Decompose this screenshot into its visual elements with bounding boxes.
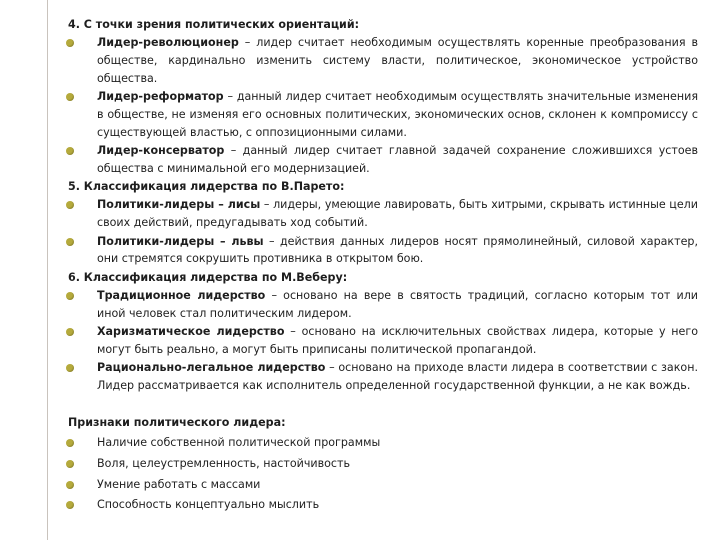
- bullet-icon: [66, 292, 74, 300]
- slide-content: [55, 16, 698, 517]
- item-text: Воля, целеустремленность, настойчивость: [97, 456, 351, 470]
- item-text: Умение работать с массами: [97, 477, 261, 491]
- bullet-icon: [66, 39, 74, 47]
- list-item: [55, 233, 698, 269]
- item-text: – лидеры, умеющие лавировать, быть хитрыми, скрывать истинные цели своих действий, предугадывать ход событий.: [97, 198, 698, 230]
- list-item: [55, 34, 698, 87]
- bullet-icon: [66, 147, 74, 155]
- item-text: – лидер считает необходимым осуществлять коренные преобразования в обществе, кардинально изменить систему власти, политическое, экономическое устройство общества.: [97, 36, 698, 85]
- item-text: Наличие собственной политической программы: [97, 436, 381, 450]
- section-heading: 6. Классификация лидерства по М.Веберу:: [68, 270, 348, 284]
- item-term: Лидер-консерватор: [97, 144, 225, 158]
- list-item: [55, 476, 698, 494]
- list-item: [55, 434, 698, 452]
- section-weber: [55, 269, 698, 395]
- item-text: – данный лидер считает необходимым осуществлять значительные изменения в обществе, не изменяя его основных политических, экономических основ, склонен к компромиссу с существующей властью, с оппозиционными силами.: [97, 90, 698, 139]
- section-heading: 4. С точки зрения политических ориентаций:: [68, 18, 360, 31]
- bullet-list: [55, 34, 698, 177]
- item-text: – данный лидер считает главной задачей сохранение сложившихся устоев общества с минимальной его модернизацией.: [97, 144, 698, 175]
- list-item: [55, 88, 698, 141]
- item-term: Харизматическое лидерство: [97, 325, 285, 339]
- bullet-icon: [66, 328, 74, 336]
- bullet-icon: [66, 481, 74, 489]
- bullet-list: [55, 434, 698, 514]
- list-item: [55, 142, 698, 178]
- section-heading: 5. Классификация лидерства по В.Парето:: [68, 180, 345, 194]
- bullet-icon: [66, 460, 74, 468]
- list-item: [55, 287, 698, 323]
- section-leader-signs: [55, 414, 698, 514]
- list-item: [55, 359, 698, 395]
- item-term: Рационально-легальное лидерство: [97, 361, 326, 375]
- item-term: Лидер-революционер: [97, 36, 239, 50]
- bullet-list: [55, 287, 698, 395]
- list-item: [55, 196, 698, 232]
- list-item: [55, 455, 698, 473]
- item-term: Традиционное лидерство: [97, 288, 266, 302]
- list-item: [55, 496, 698, 514]
- bullet-icon: [66, 501, 74, 509]
- bullet-icon: [66, 93, 74, 101]
- section-pareto: [55, 178, 698, 268]
- item-text: – основано на вере в святость традиций, согласно которым тот или иной человек стал политическим лидером.: [97, 288, 698, 320]
- item-term: Политики-лидеры – лисы: [97, 198, 261, 212]
- item-term: Лидер-реформатор: [97, 90, 224, 104]
- item-text: – основано на исключительных свойствах лидера, которые у него могут быть реально, а могут быть приписаны политической пропагандой.: [97, 325, 698, 356]
- bullet-list: [55, 196, 698, 268]
- bullet-icon: [66, 201, 74, 209]
- bullet-icon: [66, 238, 74, 246]
- item-term: Политики-лидеры – львы: [97, 234, 264, 248]
- item-text: Способность концептуально мыслить: [97, 498, 320, 512]
- item-text: – действия данных лидеров носят прямолинейный, силовой характер, они стремятся сокрушить противника в открытом бою.: [97, 234, 698, 266]
- item-text: – основано на приходе власти лидера в соответствии с закон. Лидер рассматривается как исполнитель определенной государственной функции, а не как вождь.: [97, 361, 698, 392]
- bullet-icon: [66, 364, 74, 372]
- section-heading: Признаки политического лидера:: [68, 415, 286, 429]
- list-item: [55, 323, 698, 359]
- bullet-icon: [66, 439, 74, 447]
- section-political-orientation: [55, 16, 698, 178]
- left-rule: [47, 0, 48, 540]
